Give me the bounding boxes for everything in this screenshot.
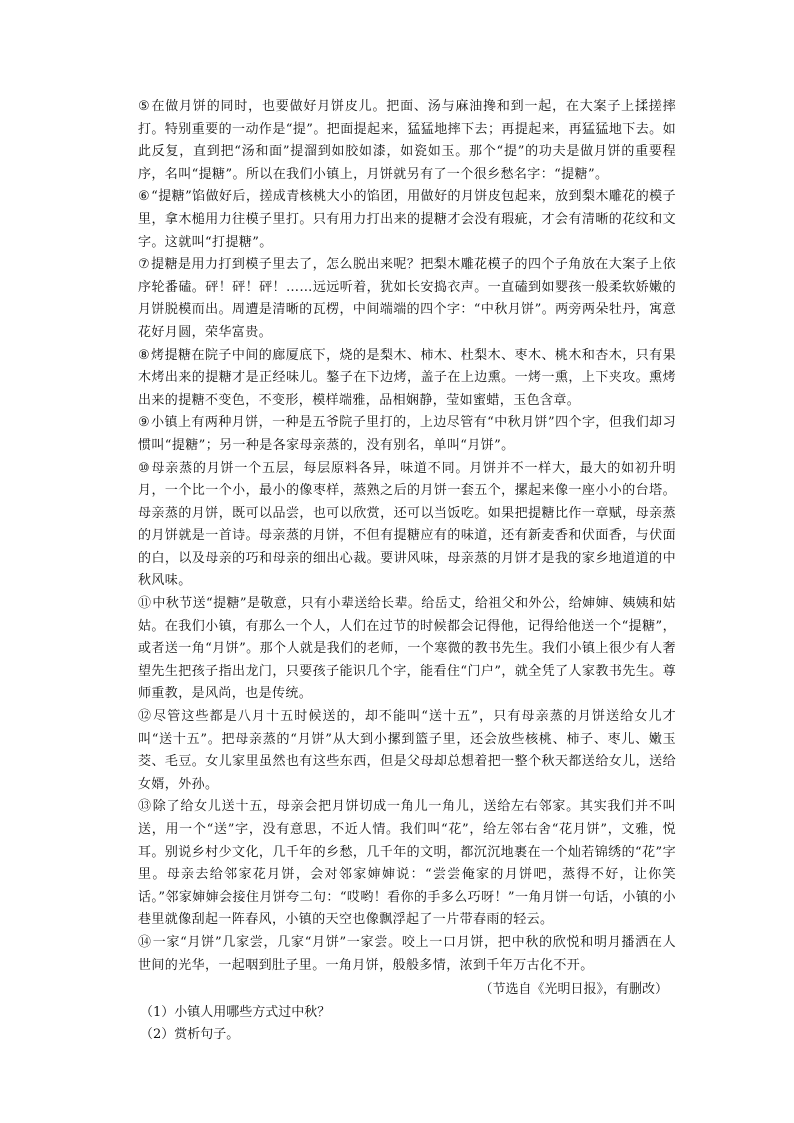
paragraph-number: ⑤ [138,99,151,114]
paragraph-number: ⑦ [138,257,151,273]
paragraph-text: 母亲蒸的月饼一个五层，每层原料各异，味道不同。月饼并不一样大，最大的如初升明月，一个比一个小，最小的像枣样，蒸熟之后的月饼一套五个，摞起来像一座小小的台塔。母亲蒸的月饼，既可以品尝，也可以欣赏，还可以当饭吃。如果把提糖比作一章赋，母亲蒸的月饼就是一首诗。母亲蒸的月饼，不但有提糖应有的味道，还有新麦香和伏面香，与伏面的白，以及母亲的巧和母亲的细出心裁。要讲风味，母亲蒸的月饼才是我的家乡地道道的中秋风味。 [138,460,676,589]
paragraph-text: 小镇上有两种月饼，一种是五爷院子里打的，上边尽管有“中秋月饼”四个字，但我们却习惯叫“提糖”；另一种是各家母亲蒸的，没有别名，单叫“月饼”。 [138,415,677,453]
paragraph-number: ⑧ [138,347,151,363]
paragraph [138,593,676,706]
paragraph-text: 中秋节送“提糖”是敬意，只有小辈送给长辈。给岳丈，给祖父和外公，给婶婶、姨姨和姑姑。在我们小镇，有那么一个人，人们在过节的时候都会记得他，记得给他送一个“提糖”，或者送一角“月饼”。那个人就是我们的老师，一个寒微的教书先生。我们小镇上很少有人奢望先生把孩子指出龙门，只要孩子能识几个字，能看住“门户”，就全凭了人家教书先生。尊师重教，是风尚，也是传统。 [138,596,677,702]
paragraph-number: ⑭ [138,934,152,950]
paragraph-number: ⑥ [138,189,151,205]
paragraph-text: 在做月饼的同时，也要做好月饼皮儿。把面、汤与麻油搀和到一起，在大案子上揉搓摔打。特别重要的一动作是“提”。把面提起来，猛猛地摔下去；再提起来，再猛猛地下去。如此反复，直到把“汤和面”提溜到如胶如漆，如瓷如玉。那个“提”的功夫是做月饼的重要程序，名叫“提糖”。所以在我们小镇上，月饼就另有了一个很乡愁名字：“提糖”。 [138,99,676,182]
paragraph-text: “提糖”馅做好后，搓成青核桃大小的馅团，用做好的月饼皮包起来，放到梨木雕花的模子里，拿木槌用力往模子里打。只有用力打出来的提糖才会没有瑕疵，才会有清晰的花纹和文字。这就叫“打提糖”。 [138,189,677,250]
paragraph-number: ⑪ [138,596,152,612]
paragraph [138,706,676,796]
paragraph [138,796,676,932]
paragraph-text: 烤提糖在院子中间的廊厦底下，烧的是梨木、柿木、杜梨木、枣木、桃木和杏木，只有果木烤出来的提糖才是正经味儿。鏊子在下边烤，盖子在上边熏。一烤一熏，上下夹攻。熏烤出来的提糖不变色，不变形，模样端雅，品相娴静，莹如蜜蜡，玉色含章。 [138,347,676,408]
question-item: （1）小镇人用哪些方式过中秋？ [140,1004,331,1020]
question-item: （2）赏析句子。 [140,1027,240,1043]
paragraph-text: 一家“月饼”几家尝，几家“月饼”一家尝。咬上一口月饼，把中秋的欣悦和明月播洒在人世间的光华，一起咽到肚子里。一角月饼，般般多情，浓到千年万古化不开。 [138,934,676,973]
paragraph [138,254,676,344]
source-note: （节选自《光明日报》，有删改） [479,982,668,998]
paragraph [138,186,676,254]
paragraph [138,345,676,413]
question-list [138,1002,676,1047]
paragraph [138,932,676,977]
paragraph-text: 提糖是用力打到模子里去了，怎么脱出来呢？把梨木雕花模子的四个子角放在大案子上依序轮番磕。砰！砰！砰！……远远听着，犹如长安捣衣声。一直磕到如婴孩一般柔软娇嫩的月饼脱模而出。周遭是清晰的瓦楞，中间端端的四个字：“中秋月饼”。两旁两朵牡丹，寓意花好月圆，荣华富贵。 [138,257,676,340]
paragraph-text: 除了给女儿送十五，母亲会把月饼切成一角儿一角儿，送给左右邻家。其实我们并不叫送，用一个“送”字，没有意思，不近人情。我们叫“花”，给左邻右舍“花月饼”，文雅，悦耳。别说乡村少文化，几千年的乡愁，几千年的文明，都沉沉地裹在一个灿若锦绣的“花”字里。母亲去给邻家花月饼，会对邻家婶婶说：“尝尝俺家的月饼吧，蒸得不好，让你笑话。”邻家婶婶会接住月饼夸二句：“哎哟！看你的手多么巧呀！”一角月饼一句话，小镇的小巷里就像刮起一阵春风，小镇的天空也像飘浮起了一片带春雨的轻云。 [138,799,676,928]
paragraph-text: 尽管这些都是八月十五时候送的，却不能叫“送十五”，只有母亲蒸的月饼送给女儿才叫“送十五”。把母亲蒸的“月饼”从大到小摞到篮子里，还会放些核桃、柿子、枣儿、嫩玉茭、毛豆。女儿家里虽然也有这些东西，但是父母却总想着把一整个秋天都送给女儿，送给女婿，外孙。 [138,709,676,792]
paragraph-number: ⑩ [138,460,151,476]
paragraph-number: ⑬ [138,799,152,815]
document-page [138,96,676,1047]
paragraph [138,458,676,594]
article-body [138,96,676,977]
paragraph [138,412,676,457]
paragraph [138,96,676,186]
paragraph-number: ⑫ [138,709,153,725]
paragraph-number: ⑨ [138,415,151,431]
